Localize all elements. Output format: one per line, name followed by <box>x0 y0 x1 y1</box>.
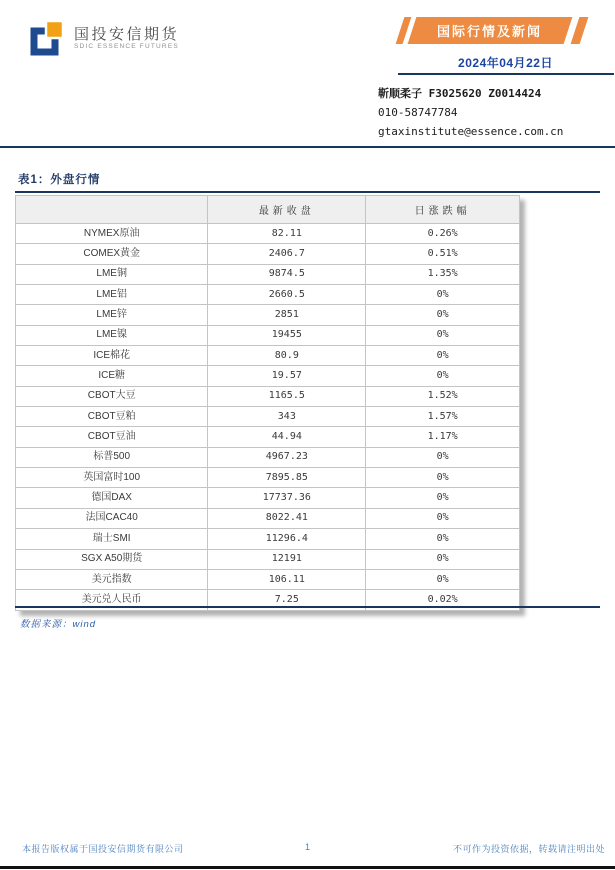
table-top-divider <box>15 191 600 193</box>
daily-change: 0% <box>366 305 520 325</box>
daily-change: 0% <box>366 488 520 508</box>
banner-right-stripe <box>571 17 589 44</box>
latest-close: 343 <box>208 407 366 427</box>
logo-icon <box>30 20 66 57</box>
analyst-contact-block <box>378 84 563 141</box>
table-row <box>16 468 520 488</box>
table-row <box>16 285 520 305</box>
table-row <box>16 407 520 427</box>
table-row <box>16 346 520 366</box>
latest-close: 11296.4 <box>208 529 366 549</box>
table-row <box>16 264 520 284</box>
daily-change: 1.57% <box>366 407 520 427</box>
latest-close: 4967.23 <box>208 447 366 467</box>
latest-close: 44.94 <box>208 427 366 447</box>
instrument-name: LME铜 <box>16 264 208 284</box>
latest-close: 82.11 <box>208 224 366 244</box>
instrument-name: CBOT大豆 <box>16 386 208 406</box>
footer-copyright: 本报告版权属于国投安信期货有限公司 <box>22 844 184 854</box>
banner-label: 国际行情及新闻 <box>437 24 543 39</box>
table-row <box>16 549 520 569</box>
logo-company-name-en: SDIC ESSENCE FUTURES <box>74 43 179 50</box>
latest-close: 2406.7 <box>208 244 366 264</box>
data-source: 数据来源：wind <box>20 619 97 630</box>
table-row <box>16 325 520 345</box>
table-row <box>16 224 520 244</box>
phone-number: 010-58747784 <box>378 106 458 119</box>
latest-close: 2660.5 <box>208 285 366 305</box>
company-logo <box>30 20 179 57</box>
daily-change: 0% <box>366 569 520 589</box>
instrument-name: CBOT豆油 <box>16 427 208 447</box>
instrument-name: LME镍 <box>16 325 208 345</box>
header-divider <box>0 146 615 148</box>
instrument-name: CBOT豆粕 <box>16 407 208 427</box>
email-address: gtaxinstitute@essence.com.cn <box>378 125 564 138</box>
table-header-row <box>16 196 520 224</box>
instrument-name: 美元兑人民币 <box>16 590 208 610</box>
daily-change: 1.52% <box>366 386 520 406</box>
daily-change: 0% <box>366 366 520 386</box>
latest-close: 8022.41 <box>208 508 366 528</box>
instrument-name: LME锌 <box>16 305 208 325</box>
instrument-name: ICE糖 <box>16 366 208 386</box>
table-bottom-divider <box>15 606 600 608</box>
instrument-name: LME铝 <box>16 285 208 305</box>
table-row <box>16 569 520 589</box>
column-header-daily-change: 日涨跌幅 <box>366 196 520 224</box>
external-markets-table <box>15 195 520 611</box>
instrument-name: 英国富时100 <box>16 468 208 488</box>
instrument-name: ICE棉花 <box>16 346 208 366</box>
table-row <box>16 386 520 406</box>
instrument-name: 瑞士SMI <box>16 529 208 549</box>
bottom-bar <box>0 866 615 869</box>
column-header-latest-close: 最新收盘 <box>208 196 366 224</box>
logo-text <box>74 26 179 51</box>
instrument-name: COMEX黄金 <box>16 244 208 264</box>
table-row <box>16 305 520 325</box>
instrument-name: 标普500 <box>16 447 208 467</box>
table-title: 表1：外盘行情 <box>18 174 101 186</box>
latest-close: 19455 <box>208 325 366 345</box>
latest-close: 106.11 <box>208 569 366 589</box>
instrument-name: NYMEX原油 <box>16 224 208 244</box>
instrument-name: 美元指数 <box>16 569 208 589</box>
daily-change: 1.17% <box>366 427 520 447</box>
date-divider <box>398 73 614 75</box>
instrument-name: SGX A50期货 <box>16 549 208 569</box>
latest-close: 2851 <box>208 305 366 325</box>
table-body <box>16 224 520 611</box>
daily-change: 0% <box>366 529 520 549</box>
daily-change: 0% <box>366 346 520 366</box>
latest-close: 1165.5 <box>208 386 366 406</box>
daily-change: 0% <box>366 325 520 345</box>
latest-close: 19.57 <box>208 366 366 386</box>
daily-change: 0% <box>366 285 520 305</box>
latest-close: 7895.85 <box>208 468 366 488</box>
daily-change: 0% <box>366 508 520 528</box>
footer-disclaimer: 不可作为投资依据，转载请注明出处 <box>452 844 605 854</box>
table-row <box>16 244 520 264</box>
analyst-credentials: 靳顺柔子 F3025620 Z0014424 <box>378 87 542 100</box>
report-category-banner <box>398 17 613 44</box>
latest-close: 80.9 <box>208 346 366 366</box>
instrument-name: 德国DAX <box>16 488 208 508</box>
latest-close: 12191 <box>208 549 366 569</box>
daily-change: 0.51% <box>366 244 520 264</box>
logo-company-name-cn: 国投安信期货 <box>74 26 180 43</box>
latest-close: 7.25 <box>208 590 366 610</box>
daily-change: 0.26% <box>366 224 520 244</box>
banner-ribbon <box>408 17 573 44</box>
latest-close: 9874.5 <box>208 264 366 284</box>
table-row <box>16 508 520 528</box>
daily-change: 0% <box>366 468 520 488</box>
table-row <box>16 488 520 508</box>
column-header-instrument <box>16 196 208 224</box>
table-row <box>16 366 520 386</box>
daily-change: 0% <box>366 447 520 467</box>
daily-change: 1.35% <box>366 264 520 284</box>
table-row <box>16 447 520 467</box>
daily-change: 0% <box>366 549 520 569</box>
page-number: 1 <box>304 842 310 852</box>
latest-close: 17737.36 <box>208 488 366 508</box>
report-date: 2024年04月22日 <box>458 56 553 70</box>
table-row <box>16 427 520 447</box>
daily-change: 0.02% <box>366 590 520 610</box>
instrument-name: 法国CAC40 <box>16 508 208 528</box>
table-row <box>16 529 520 549</box>
